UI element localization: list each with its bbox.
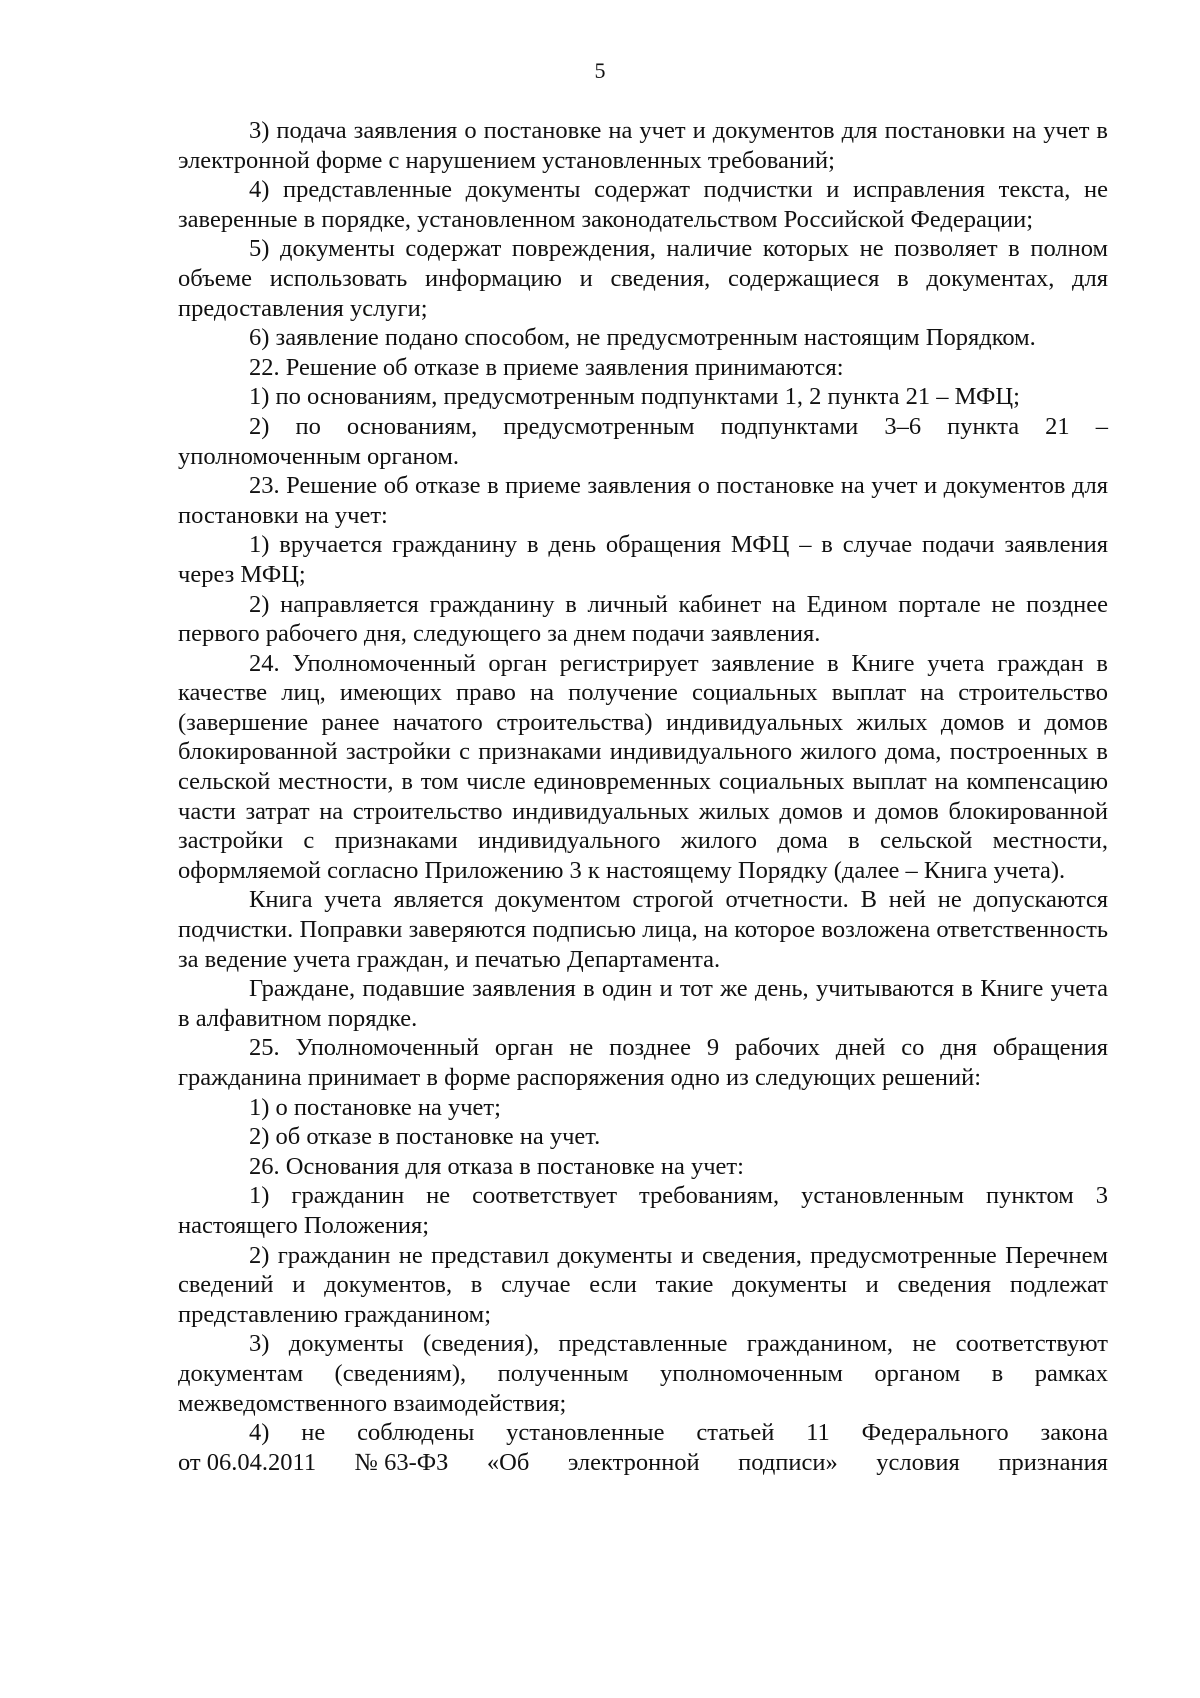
paragraph-25: 25. Уполномоченный орган не позднее 9 рабочих дней со дня обращения гражданина принимает в форме распоряжения одно из следующих решений: [178, 1034, 1108, 1091]
last-line-word: подписи» [738, 1448, 838, 1476]
paragraph-item-4: 4) представленные документы содержат подчистки и исправления текста, не заверенные в порядке, установленном законодательством Российской Федерации; [178, 176, 1108, 233]
paragraph-item-6: 6) заявление подано способом, не предусмотренным настоящим Порядком. [249, 324, 1036, 352]
paragraph-23: 23. Решение об отказе в приеме заявления о постановке на учет и документов для постановки на учет: [178, 472, 1108, 529]
document-body [178, 116, 1108, 1477]
paragraph-26: 26. Основания для отказа в постановке на учет: [249, 1152, 744, 1180]
paragraph-22-item-2: 2) по основаниям, предусмотренным подпунктами 3–6 пункта 21 – уполномоченным органом. [178, 412, 1108, 470]
paragraph-item-5: 5) документы содержат повреждения, наличие которых не позволяет в полном объеме использовать информацию и сведения, содержащиеся в документах, для предоставления услуги; [178, 235, 1108, 322]
paragraph-26-item-3: 3) документы (сведения), представленные гражданином, не соответствуют документам (сведениям), полученным уполномоченным органом в рамках межведомственного взаимодействия; [178, 1330, 1108, 1417]
paragraph-24: 24. Уполномоченный орган регистрирует заявление в Книге учета граждан в качестве лиц, имеющих право на получение социальных выплат на строительство (завершение ранее начатого строительства) индивидуальных жилых домов и домов блокированной застройки с признаками индивидуального жилого дома, построенных в сельской местности, в том числе единовременных социальных выплат на компенсацию части затрат на строительство индивидуальных жилых домов и домов блокированной застройки с признаками индивидуального жилого дома в сельской местности, оформляемой согласно Приложению 3 к настоящему Порядку (далее – Книга учета). [178, 649, 1108, 884]
page-number: 5 [594, 58, 606, 83]
paragraph-item-3: 3) подача заявления о постановке на учет и документов для постановки на учет в электронной форме с нарушением установленных требований; [178, 117, 1108, 174]
paragraph-24-alphabetical: Граждане, подавшие заявления в один и тот же день, учитываются в Книге учета в алфавитном порядке. [178, 975, 1108, 1032]
paragraph-23-item-2: 2) направляется гражданину в личный кабинет на Едином портале не позднее первого рабочего дня, следующего за днем подачи заявления. [178, 590, 1108, 648]
paragraph-26-item-4: 4) не соблюдены установленные статьей 11 Федерального закона [249, 1419, 1108, 1447]
paragraph-26-item-1: 1) гражданин не соответствует требованиям, установленным пунктом 3 настоящего Положения; [178, 1182, 1108, 1239]
paragraph-25-item-2: 2) об отказе в постановке на учет. [249, 1123, 601, 1151]
last-line-word: признания [998, 1448, 1108, 1476]
last-line-word: «Об [486, 1448, 530, 1476]
last-line-word: № 63-ФЗ [354, 1448, 449, 1476]
last-line-word: от 06.04.2011 [178, 1448, 317, 1476]
paragraph-26-item-2: 2) гражданин не представил документы и сведения, предусмотренные Перечнем сведений и документов, в случае если такие документы и сведения подлежат представлению гражданином; [178, 1241, 1108, 1328]
last-line-word: условия [876, 1448, 960, 1476]
paragraph-26-item-4-continuation [178, 1448, 1108, 1478]
last-line-word: электронной [567, 1448, 700, 1476]
paragraph-23-item-1: 1) вручается гражданину в день обращения МФЦ – в случае подачи заявления через МФЦ; [178, 531, 1108, 588]
paragraph-22-item-1: 1) по основаниям, предусмотренным подпунктами 1, 2 пункта 21 – МФЦ; [249, 383, 1020, 411]
paragraph-24-book-rules: Книга учета является документом строгой отчетности. В ней не допускаются подчистки. Поправки заверяются подписью лица, на которое возложена ответственность за ведение учета граждан, и печатью Департамента. [178, 886, 1108, 973]
paragraph-25-item-1: 1) о постановке на учет; [249, 1093, 501, 1121]
paragraph-22: 22. Решение об отказе в приеме заявления принимаются: [249, 353, 844, 381]
